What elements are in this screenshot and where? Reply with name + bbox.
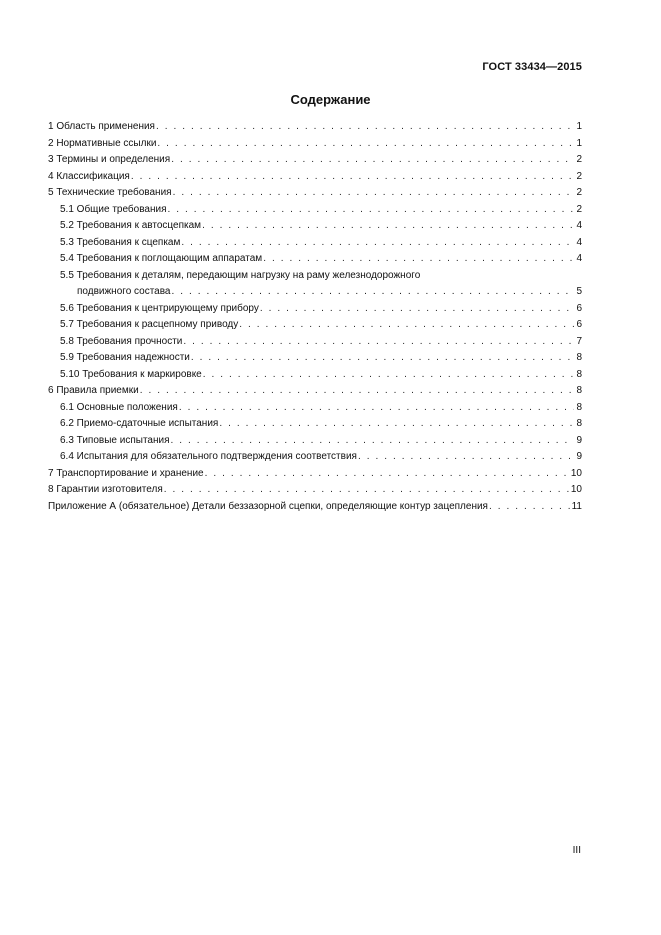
leader-dots <box>191 350 575 367</box>
leader-dots <box>489 499 570 516</box>
toc-entry-label: 5.1 Общие требования <box>60 203 167 215</box>
toc-entry-6-2[interactable] <box>48 416 582 433</box>
leader-dots <box>239 317 574 334</box>
leader-dots <box>173 185 575 202</box>
toc-entry-label: 5 Технические требования <box>48 187 172 198</box>
toc-entry-5-7[interactable] <box>48 317 582 334</box>
toc-entry-page: 6 <box>576 302 582 314</box>
leader-dots <box>140 383 575 400</box>
toc-entry-label: 8 Гарантии изготовителя <box>48 484 163 495</box>
leader-dots <box>168 202 575 219</box>
leader-dots <box>171 152 574 169</box>
toc-entry-5-5[interactable] <box>48 268 582 301</box>
leader-dots <box>202 218 574 235</box>
toc-entry-5-9[interactable] <box>48 350 582 367</box>
toc-entry-page: 5 <box>576 286 582 297</box>
toc-entry-label: 7 Транспортирование и хранение <box>48 467 204 479</box>
toc-entry-label: 5.8 Требования прочности <box>60 335 183 347</box>
toc-entry-5-10[interactable] <box>48 367 582 384</box>
toc-entry-5-4[interactable] <box>48 251 582 268</box>
toc-entry-6-4[interactable] <box>48 449 582 466</box>
toc-entry-label: 6.1 Основные положения <box>60 401 178 413</box>
toc-entry-label: 5.4 Требования к поглощающим аппаратам <box>60 253 263 264</box>
leader-dots <box>172 284 575 301</box>
toc-entry-page: 7 <box>576 335 582 347</box>
toc-entry-label: 3 Термины и определения <box>48 154 171 165</box>
toc-entry-label: 5.5 Требования к деталям, передающим нагрузку на раму железнодорожного <box>60 269 421 281</box>
toc-entry-page: 9 <box>576 434 582 446</box>
toc-entry-5-6[interactable] <box>48 301 582 318</box>
leader-dots <box>164 482 569 499</box>
document-code: ГОСТ 33434—2015 <box>482 61 582 73</box>
toc-entry-label: Приложение А (обязательное) Детали беззазорной сцепки, определяющие контур зацепления <box>48 500 488 512</box>
page-number: III <box>572 845 581 856</box>
toc-entry-page: 2 <box>576 170 582 182</box>
leader-dots <box>358 449 574 466</box>
toc-entry-page: 8 <box>576 401 582 413</box>
toc-entry-2[interactable] <box>48 136 582 153</box>
toc-entry-appendix-a[interactable] <box>48 499 582 516</box>
leader-dots <box>131 169 575 186</box>
leader-dots <box>179 400 575 417</box>
toc-entry-3[interactable] <box>48 152 582 169</box>
toc-entry-5-1[interactable] <box>48 202 582 219</box>
toc-entry-label: 5.10 Требования к маркировке <box>60 368 202 380</box>
toc-entry-label: 5.6 Требования к центрирующему прибору <box>60 302 259 314</box>
toc-entry-page: 1 <box>576 137 582 149</box>
leader-dots <box>205 466 569 483</box>
toc-entry-8[interactable] <box>48 482 582 499</box>
toc-entry-page: 11 <box>571 500 582 512</box>
toc-entry-page: 9 <box>576 451 582 462</box>
toc-entry-page: 10 <box>570 484 582 495</box>
leader-dots <box>181 235 574 252</box>
toc-entry-label: 2 Нормативные ссылки <box>48 137 157 149</box>
leader-dots <box>263 251 574 268</box>
toc-entry-5-3[interactable] <box>48 235 582 252</box>
leader-dots <box>260 301 575 318</box>
toc-entry-label: 5.3 Требования к сцепкам <box>60 236 181 248</box>
toc-entry-page: 4 <box>576 236 582 248</box>
toc-entry-page: 2 <box>576 203 582 215</box>
toc-entry-label: 5.2 Требования к автосцепкам <box>60 220 202 231</box>
leader-dots <box>157 136 574 153</box>
toc-entry-4[interactable] <box>48 169 582 186</box>
leader-dots <box>219 416 574 433</box>
leader-dots <box>203 367 575 384</box>
leader-dots <box>183 334 574 351</box>
toc-entry-page: 1 <box>576 121 582 132</box>
toc-entry-6-3[interactable] <box>48 433 582 450</box>
toc-entry-1[interactable] <box>48 119 582 136</box>
toc-entry-page: 2 <box>576 187 582 198</box>
toc-entry-label: 6.2 Приемо-сдаточные испытания <box>60 418 219 429</box>
toc-entry-page: 8 <box>576 352 582 363</box>
toc-entry-5-8[interactable] <box>48 334 582 351</box>
toc-entry-page: 8 <box>576 418 582 429</box>
toc-entry-label: 6.4 Испытания для обязательного подтверждения соответствия <box>60 451 357 462</box>
toc-entry-label: 6.3 Типовые испытания <box>60 434 170 446</box>
toc-entry-5-2[interactable] <box>48 218 582 235</box>
toc-entry-label: 1 Область применения <box>48 121 155 132</box>
toc-entry-label: 6 Правила приемки <box>48 385 139 396</box>
toc-entry-label: 4 Классификация <box>48 170 130 182</box>
toc-title: Содержание <box>290 92 371 107</box>
toc-entry-page: 8 <box>576 368 582 380</box>
toc-entry-page: 6 <box>576 319 582 330</box>
toc-entry-page: 8 <box>576 385 582 396</box>
leader-dots <box>171 433 575 450</box>
toc-entry-page: 4 <box>576 220 582 231</box>
toc-entry-6-1[interactable] <box>48 400 582 417</box>
toc-entry-label: 5.7 Требования к расцепному приводу <box>60 319 239 330</box>
toc-entry-page: 10 <box>570 467 582 479</box>
toc-entry-7[interactable] <box>48 466 582 483</box>
table-of-contents <box>48 119 582 515</box>
toc-entry-page: 4 <box>576 253 582 264</box>
toc-entry-5[interactable] <box>48 185 582 202</box>
toc-entry-label-continuation: подвижного состава <box>77 286 171 297</box>
leader-dots <box>156 119 574 136</box>
toc-entry-page: 2 <box>576 154 582 165</box>
toc-entry-label: 5.9 Требования надежности <box>60 352 190 363</box>
toc-entry-6[interactable] <box>48 383 582 400</box>
